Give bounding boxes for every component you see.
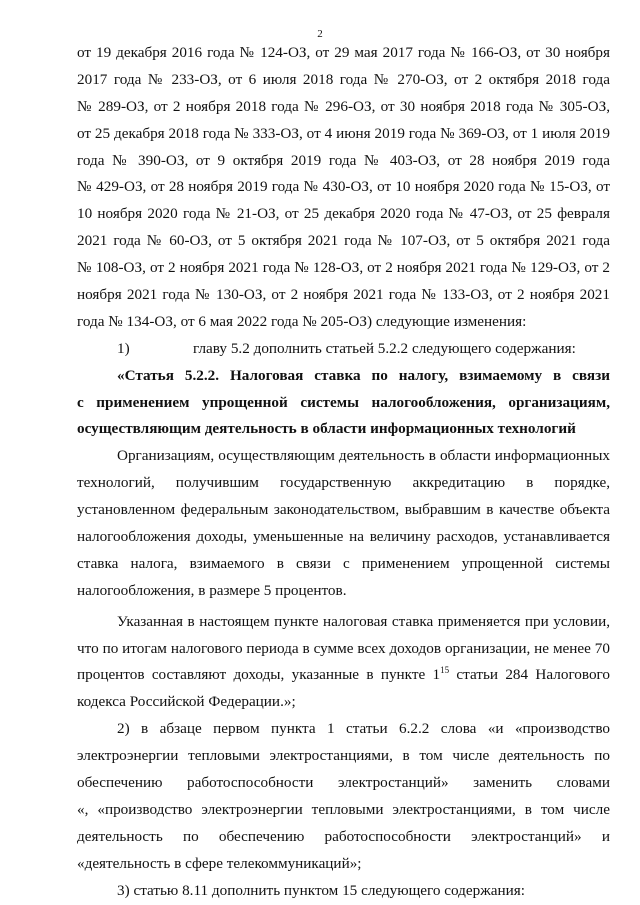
text-line: 2) в абзаце первом пункта 1 статьи 6.2.2 слова «и «производство [117, 720, 610, 738]
article-heading [77, 363, 610, 444]
text-line: установленном федеральным законодательством, выбравшим в качестве объекта [77, 501, 610, 519]
text-line: ставка налога, взимаемого в связи с применением упрощенной системы [77, 554, 610, 572]
rate-condition-paragraph [77, 609, 610, 717]
item-1-number: 1) [117, 339, 130, 357]
text-line: Организациям, осуществляющим деятельность в области информационных [117, 447, 610, 465]
text-line: кодекса Российской Федерации.»; [77, 693, 296, 711]
text-segment: процентов составляют доходы, указанные в пункте 1 [77, 666, 441, 684]
text-line: технологий, получившим государственную аккредитацию в порядке, [77, 474, 610, 492]
text-line: от 25 декабря 2018 года № 333-ОЗ, от 4 июня 2019 года № 369-ОЗ, от 1 июля 2019 [77, 124, 610, 142]
intro-paragraph [77, 40, 610, 336]
text-line: деятельность по обеспечению работоспособности электростанций» и [77, 827, 610, 845]
text-line [77, 662, 610, 689]
text-line: Указанная в настоящем пункте налоговая ставка применяется при условии, [117, 612, 610, 630]
text-segment: статьи 284 Налогового [449, 666, 610, 684]
item-3: 3) статью 8.11 дополнить пунктом 15 следующего содержания: [117, 881, 525, 899]
heading-line: «Статья 5.2.2. Налоговая ставка по налогу, взимаемому в связи [117, 366, 610, 384]
text-line: 2021 года № 60-ОЗ, от 5 октября 2021 года № 107-ОЗ, от 5 октября 2021 года [77, 232, 610, 250]
item-1-text: главу 5.2 дополнить статьей 5.2.2 следующего содержания: [193, 339, 576, 357]
organizations-paragraph [77, 443, 610, 604]
text-line: года № 134-ОЗ, от 6 мая 2022 года № 205-ОЗ) следующие изменения: [77, 312, 527, 330]
heading-line: с применением упрощенной системы налогообложения, организациям, [77, 393, 610, 411]
text-line: налогообложения доходы, уменьшенные на величину расходов, устанавливается [77, 528, 610, 546]
heading-line: осуществляющим деятельность в области информационных технологий [77, 420, 576, 438]
text-line: 10 ноября 2020 года № 21-ОЗ, от 25 декабря 2020 года № 47-ОЗ, от 25 февраля [77, 205, 610, 223]
document-body [77, 40, 610, 905]
text-line: «деятельность в сфере телекоммуникаций»; [77, 854, 362, 872]
superscript-15: 15 [440, 665, 450, 676]
item-1 [77, 336, 610, 363]
text-line: «, «производство электроэнергии тепловыми электростанциями, в том числе [77, 800, 610, 818]
text-line: года № 390-ОЗ, от 9 октября 2019 года № 403-ОЗ, от 28 ноября 2019 года [77, 151, 610, 169]
text-line: от 19 декабря 2016 года № 124-ОЗ, от 29 мая 2017 года № 166-ОЗ, от 30 ноября [77, 44, 610, 61]
text-line: налогообложения, в размере 5 процентов. [77, 581, 347, 599]
page-number: 2 [317, 28, 323, 40]
text-line: № 108-ОЗ, от 2 ноября 2021 года № 128-ОЗ, от 2 ноября 2021 года № 129-ОЗ, от 2 [77, 259, 610, 277]
text-line: обеспечению работоспособности электростанций» заменить словами [77, 774, 610, 792]
text-line: № 429-ОЗ, от 28 ноября 2019 года № 430-ОЗ, от 10 ноября 2020 года № 15-ОЗ, от [77, 178, 610, 196]
text-line: что по итогам налогового периода в сумме всех доходов организации, не менее 70 [77, 639, 610, 657]
text-line: электроэнергии тепловыми электростанциями, в том числе деятельность по [77, 747, 610, 765]
item-2 [77, 716, 610, 877]
text-line: 2017 года № 233-ОЗ, от 6 июля 2018 года № 270-ОЗ, от 2 октября 2018 года [77, 70, 610, 88]
text-line: № 289-ОЗ, от 2 ноября 2018 года № 296-ОЗ, от 30 ноября 2018 года № 305-ОЗ, [77, 97, 610, 115]
text-line: ноября 2021 года № 130-ОЗ, от 2 ноября 2021 года № 133-ОЗ, от 2 ноября 2021 [77, 286, 610, 304]
